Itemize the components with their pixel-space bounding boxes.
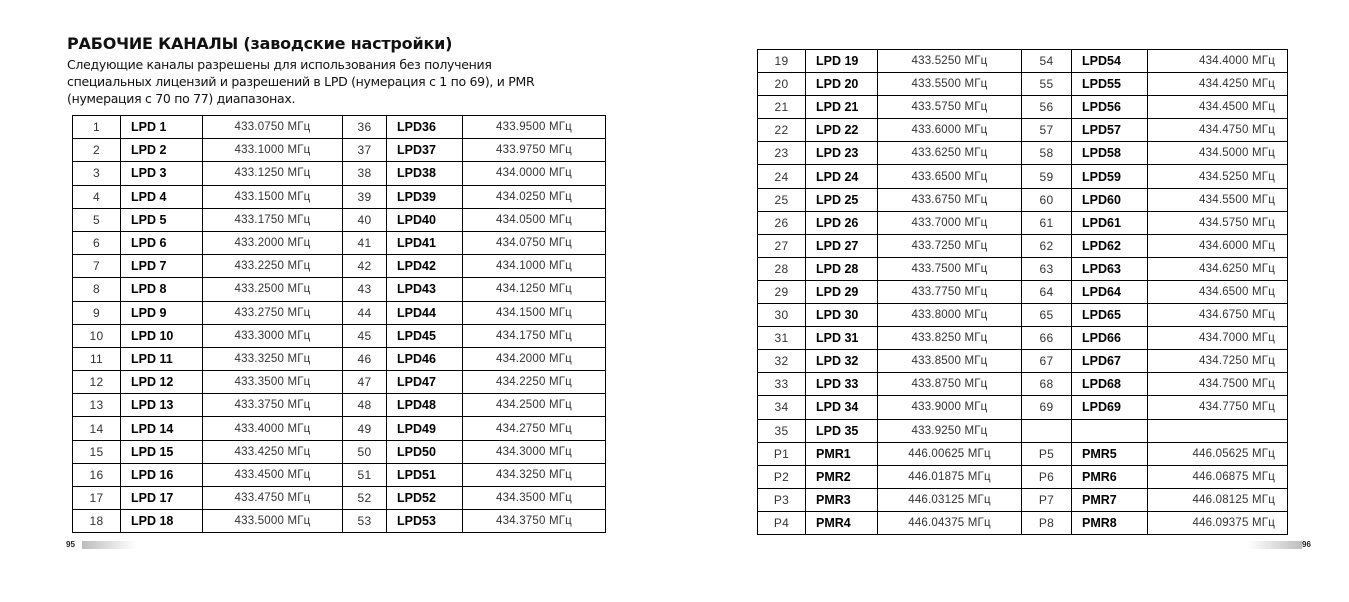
intro-text [67,56,627,107]
channel-name: LPD 26 [806,211,878,234]
channel-name: LPD67 [1072,350,1148,373]
channel-name: LPD 22 [806,119,878,142]
channel-name: LPD 1 [121,116,203,139]
channel-number: 18 [73,510,121,533]
channel-number: 8 [73,278,121,301]
channel-number: 5 [73,208,121,231]
channel-name: LPD49 [387,417,463,440]
channel-frequency: 434.5250 МГц [1148,165,1288,188]
channel-frequency: 434.1250 МГц [463,278,606,301]
channel-frequency: 433.7250 МГц [878,234,1022,257]
channel-name: LPD 12 [121,371,203,394]
channel-frequency: 446.05625 МГц [1148,442,1288,465]
table-row [73,255,606,278]
channel-frequency: 434.5750 МГц [1148,211,1288,234]
channel-number: 68 [1022,373,1072,396]
channel-frequency: 434.7750 МГц [1148,396,1288,419]
channel-name: LPD38 [387,162,463,185]
channel-name: LPD 7 [121,255,203,278]
channel-number: 6 [73,231,121,254]
channel-number: 46 [343,347,387,370]
channel-name: LPD 4 [121,185,203,208]
channel-name: LPD47 [387,371,463,394]
table-row [758,327,1288,350]
table-row [73,417,606,440]
channel-number: 9 [73,301,121,324]
channel-frequency: 433.7500 МГц [878,257,1022,280]
channel-name: LPD 18 [121,510,203,533]
channel-frequency: 434.2000 МГц [463,347,606,370]
channel-name: LPD55 [1072,73,1148,96]
channel-number: 43 [343,278,387,301]
channel-name: PMR1 [806,442,878,465]
channel-name: LPD54 [1072,50,1148,73]
channel-name [1072,419,1148,442]
channel-frequency: 434.2250 МГц [463,371,606,394]
channel-frequency: 434.7000 МГц [1148,327,1288,350]
channel-number: 10 [73,324,121,347]
channel-name: LPD52 [387,487,463,510]
channel-name: LPD 5 [121,208,203,231]
channel-name: LPD 35 [806,419,878,442]
channel-name: LPD64 [1072,280,1148,303]
intro-line: Следующие каналы разрешены для использования без получения [67,57,492,72]
page-title: РАБОЧИЕ КАНАЛЫ (заводские настройки) [67,34,453,53]
channel-number: 36 [343,116,387,139]
page-number: 95 [66,540,75,549]
channel-name: LPD 13 [121,394,203,417]
channel-frequency: 446.01875 МГц [878,465,1022,488]
channel-frequency: 433.6750 МГц [878,188,1022,211]
channel-number: 61 [1022,211,1072,234]
channel-name: LPD44 [387,301,463,324]
channel-number: P5 [1022,442,1072,465]
channel-number: 52 [343,487,387,510]
channel-name: LPD 8 [121,278,203,301]
channel-number: 22 [758,119,806,142]
channel-number: 26 [758,211,806,234]
channel-name: PMR3 [806,488,878,511]
channel-number: 12 [73,371,121,394]
page-number: 96 [1302,540,1311,549]
channel-number: P1 [758,442,806,465]
channel-name: LPD 25 [806,188,878,211]
channel-frequency: 433.9750 МГц [463,139,606,162]
table-row [73,162,606,185]
channel-frequency: 433.3250 МГц [203,347,343,370]
channel-table-left [72,115,606,533]
channel-number: 28 [758,257,806,280]
channel-number: 32 [758,350,806,373]
channel-name: LPD65 [1072,304,1148,327]
left-page [0,0,674,602]
channel-frequency: 433.4250 МГц [203,440,343,463]
channel-name: LPD 6 [121,231,203,254]
channel-frequency [1148,419,1288,442]
channel-number: 30 [758,304,806,327]
table-row [758,211,1288,234]
channel-name: LPD 28 [806,257,878,280]
channel-name: LPD 16 [121,463,203,486]
channel-number: 40 [343,208,387,231]
channel-name: LPD 11 [121,347,203,370]
channel-frequency: 433.1750 МГц [203,208,343,231]
table-row [73,208,606,231]
channel-name: LPD 17 [121,487,203,510]
channel-name: LPD 15 [121,440,203,463]
channel-name: LPD61 [1072,211,1148,234]
channel-number: 4 [73,185,121,208]
channel-frequency: 434.2500 МГц [463,394,606,417]
table-row [73,139,606,162]
channel-number: 15 [73,440,121,463]
channel-number: 48 [343,394,387,417]
channel-number: 38 [343,162,387,185]
channel-number: 69 [1022,396,1072,419]
channel-name: LPD36 [387,116,463,139]
table-row [73,463,606,486]
channel-name: LPD 3 [121,162,203,185]
table-row [758,96,1288,119]
channel-frequency: 434.2750 МГц [463,417,606,440]
channel-number: 42 [343,255,387,278]
channel-number: 50 [343,440,387,463]
channel-number: 64 [1022,280,1072,303]
channel-frequency: 433.9500 МГц [463,116,606,139]
channel-name: LPD48 [387,394,463,417]
channel-name: PMR6 [1072,465,1148,488]
channel-frequency: 433.1500 МГц [203,185,343,208]
channel-frequency: 433.0750 МГц [203,116,343,139]
channel-name: LPD59 [1072,165,1148,188]
channel-name: LPD46 [387,347,463,370]
table-row [73,394,606,417]
channel-frequency: 433.5250 МГц [878,50,1022,73]
channel-number: 29 [758,280,806,303]
table-row [73,371,606,394]
channel-frequency: 433.3500 МГц [203,371,343,394]
table-row [758,304,1288,327]
table-row [758,373,1288,396]
channel-frequency: 433.8500 МГц [878,350,1022,373]
channel-frequency: 434.5000 МГц [1148,142,1288,165]
channel-name: LPD 32 [806,350,878,373]
channel-number: 57 [1022,119,1072,142]
channel-number: P2 [758,465,806,488]
channel-name: LPD 2 [121,139,203,162]
channel-name: LPD66 [1072,327,1148,350]
channel-frequency: 434.3500 МГц [463,487,606,510]
table-row [758,257,1288,280]
channel-name: LPD42 [387,255,463,278]
table-row [73,324,606,347]
right-page [674,0,1349,602]
channel-frequency: 434.1500 МГц [463,301,606,324]
channel-number: 65 [1022,304,1072,327]
channel-name: PMR5 [1072,442,1148,465]
channel-name: LPD 20 [806,73,878,96]
channel-frequency: 434.4500 МГц [1148,96,1288,119]
channel-frequency: 433.4000 МГц [203,417,343,440]
channel-frequency: 446.03125 МГц [878,488,1022,511]
channel-number: 51 [343,463,387,486]
table-row [758,511,1288,534]
channel-name: LPD68 [1072,373,1148,396]
channel-name: PMR4 [806,511,878,534]
channel-number: 11 [73,347,121,370]
channel-frequency: 433.3750 МГц [203,394,343,417]
page-footer-bar [1248,541,1302,549]
channel-frequency: 433.5000 МГц [203,510,343,533]
channel-number: 67 [1022,350,1072,373]
channel-frequency: 433.8750 МГц [878,373,1022,396]
channel-name: LPD 23 [806,142,878,165]
channel-frequency: 434.0250 МГц [463,185,606,208]
channel-number: 58 [1022,142,1072,165]
channel-name: LPD43 [387,278,463,301]
channel-frequency: 434.1000 МГц [463,255,606,278]
channel-name: LPD58 [1072,142,1148,165]
channel-number: 7 [73,255,121,278]
channel-name: LPD 24 [806,165,878,188]
channel-name: LPD 33 [806,373,878,396]
channel-number: 24 [758,165,806,188]
channel-frequency: 433.2250 МГц [203,255,343,278]
channel-frequency: 433.7750 МГц [878,280,1022,303]
channel-frequency: 434.3250 МГц [463,463,606,486]
channel-number: P3 [758,488,806,511]
channel-frequency: 434.4000 МГц [1148,50,1288,73]
table-row [73,440,606,463]
channel-name: PMR7 [1072,488,1148,511]
channel-number: 39 [343,185,387,208]
channel-frequency: 434.0000 МГц [463,162,606,185]
table-row [73,487,606,510]
channel-name: LPD 30 [806,304,878,327]
table-row [758,73,1288,96]
channel-number: 14 [73,417,121,440]
channel-frequency: 446.00625 МГц [878,442,1022,465]
table-row [758,488,1288,511]
channel-frequency: 434.6500 МГц [1148,280,1288,303]
intro-line: (нумерация с 70 по 77) диапазонах. [67,91,296,106]
channel-number: 17 [73,487,121,510]
channel-name: LPD37 [387,139,463,162]
channel-number: 62 [1022,234,1072,257]
channel-number: 19 [758,50,806,73]
channel-frequency: 433.3000 МГц [203,324,343,347]
channel-number: 49 [343,417,387,440]
channel-frequency: 434.3000 МГц [463,440,606,463]
channel-table-right [757,49,1288,535]
table-row [758,234,1288,257]
channel-number: 47 [343,371,387,394]
channel-number: P6 [1022,465,1072,488]
channel-frequency: 434.6250 МГц [1148,257,1288,280]
channel-name: LPD57 [1072,119,1148,142]
channel-name: LPD60 [1072,188,1148,211]
channel-name: LPD50 [387,440,463,463]
channel-frequency: 434.0500 МГц [463,208,606,231]
channel-number: 56 [1022,96,1072,119]
table-row [758,465,1288,488]
table-row [758,396,1288,419]
channel-number: 66 [1022,327,1072,350]
channel-frequency: 433.5750 МГц [878,96,1022,119]
channel-number: P4 [758,511,806,534]
table-row [758,142,1288,165]
channel-frequency: 433.8000 МГц [878,304,1022,327]
channel-frequency: 446.08125 МГц [1148,488,1288,511]
channel-name: LPD63 [1072,257,1148,280]
table-row [758,280,1288,303]
table-row [758,165,1288,188]
channel-number: 13 [73,394,121,417]
channel-number: 45 [343,324,387,347]
table-row [758,188,1288,211]
channel-frequency: 433.6250 МГц [878,142,1022,165]
channel-frequency: 433.2000 МГц [203,231,343,254]
page-footer-bar [82,541,136,549]
channel-number: 44 [343,301,387,324]
channel-number: 2 [73,139,121,162]
channel-number: 37 [343,139,387,162]
channel-number: 31 [758,327,806,350]
channel-name: PMR2 [806,465,878,488]
channel-name: LPD69 [1072,396,1148,419]
channel-name: LPD 19 [806,50,878,73]
table-row [73,301,606,324]
table-row [73,278,606,301]
channel-frequency: 433.5500 МГц [878,73,1022,96]
channel-frequency: 433.9250 МГц [878,419,1022,442]
channel-frequency: 434.5500 МГц [1148,188,1288,211]
channel-frequency: 433.6500 МГц [878,165,1022,188]
channel-frequency: 446.06875 МГц [1148,465,1288,488]
channel-name: LPD 9 [121,301,203,324]
table-row [758,119,1288,142]
channel-frequency: 433.4500 МГц [203,463,343,486]
channel-frequency: 434.7500 МГц [1148,373,1288,396]
channel-number: 55 [1022,73,1072,96]
channel-frequency: 433.6000 МГц [878,119,1022,142]
channel-number: 3 [73,162,121,185]
table-row [758,419,1288,442]
channel-number: P8 [1022,511,1072,534]
table-row [73,185,606,208]
table-row [73,116,606,139]
channel-frequency: 433.2750 МГц [203,301,343,324]
channel-name: LPD56 [1072,96,1148,119]
channel-frequency: 434.6000 МГц [1148,234,1288,257]
channel-number: 23 [758,142,806,165]
channel-name: LPD51 [387,463,463,486]
channel-frequency: 434.1750 МГц [463,324,606,347]
channel-frequency: 433.7000 МГц [878,211,1022,234]
channel-name: LPD53 [387,510,463,533]
channel-frequency: 433.9000 МГц [878,396,1022,419]
channel-frequency: 434.0750 МГц [463,231,606,254]
channel-frequency: 434.4250 МГц [1148,73,1288,96]
channel-name: LPD 14 [121,417,203,440]
channel-number: 33 [758,373,806,396]
channel-number: 35 [758,419,806,442]
channel-table-body [758,50,1288,535]
table-row [758,50,1288,73]
channel-name: LPD 31 [806,327,878,350]
channel-name: LPD40 [387,208,463,231]
channel-frequency: 434.4750 МГц [1148,119,1288,142]
channel-name: LPD41 [387,231,463,254]
channel-frequency: 433.4750 МГц [203,487,343,510]
intro-line: специальных лицензий и разрешений в LPD (нумерация с 1 по 69), и PMR [67,74,535,89]
channel-frequency: 433.2500 МГц [203,278,343,301]
table-row [73,231,606,254]
channel-frequency: 446.09375 МГц [1148,511,1288,534]
channel-number: 54 [1022,50,1072,73]
table-row [73,510,606,533]
channel-frequency: 446.04375 МГц [878,511,1022,534]
channel-number: 27 [758,234,806,257]
channel-name: LPD39 [387,185,463,208]
channel-frequency: 433.8250 МГц [878,327,1022,350]
channel-frequency: 433.1000 МГц [203,139,343,162]
channel-number: 59 [1022,165,1072,188]
channel-number: 25 [758,188,806,211]
channel-frequency: 433.1250 МГц [203,162,343,185]
channel-number: P7 [1022,488,1072,511]
channel-number [1022,419,1072,442]
channel-number: 1 [73,116,121,139]
table-row [73,347,606,370]
table-row [758,442,1288,465]
channel-frequency: 434.6750 МГц [1148,304,1288,327]
table-row [758,350,1288,373]
channel-number: 41 [343,231,387,254]
channel-name: LPD 21 [806,96,878,119]
channel-name: LPD 27 [806,234,878,257]
channel-name: LPD 10 [121,324,203,347]
channel-name: LPD 34 [806,396,878,419]
channel-frequency: 434.3750 МГц [463,510,606,533]
channel-number: 20 [758,73,806,96]
channel-number: 63 [1022,257,1072,280]
channel-number: 60 [1022,188,1072,211]
channel-number: 21 [758,96,806,119]
channel-name: LPD45 [387,324,463,347]
channel-table-body [73,116,606,533]
channel-number: 16 [73,463,121,486]
channel-number: 34 [758,396,806,419]
channel-frequency: 434.7250 МГц [1148,350,1288,373]
channel-name: LPD 29 [806,280,878,303]
channel-name: LPD62 [1072,234,1148,257]
channel-name: PMR8 [1072,511,1148,534]
channel-number: 53 [343,510,387,533]
